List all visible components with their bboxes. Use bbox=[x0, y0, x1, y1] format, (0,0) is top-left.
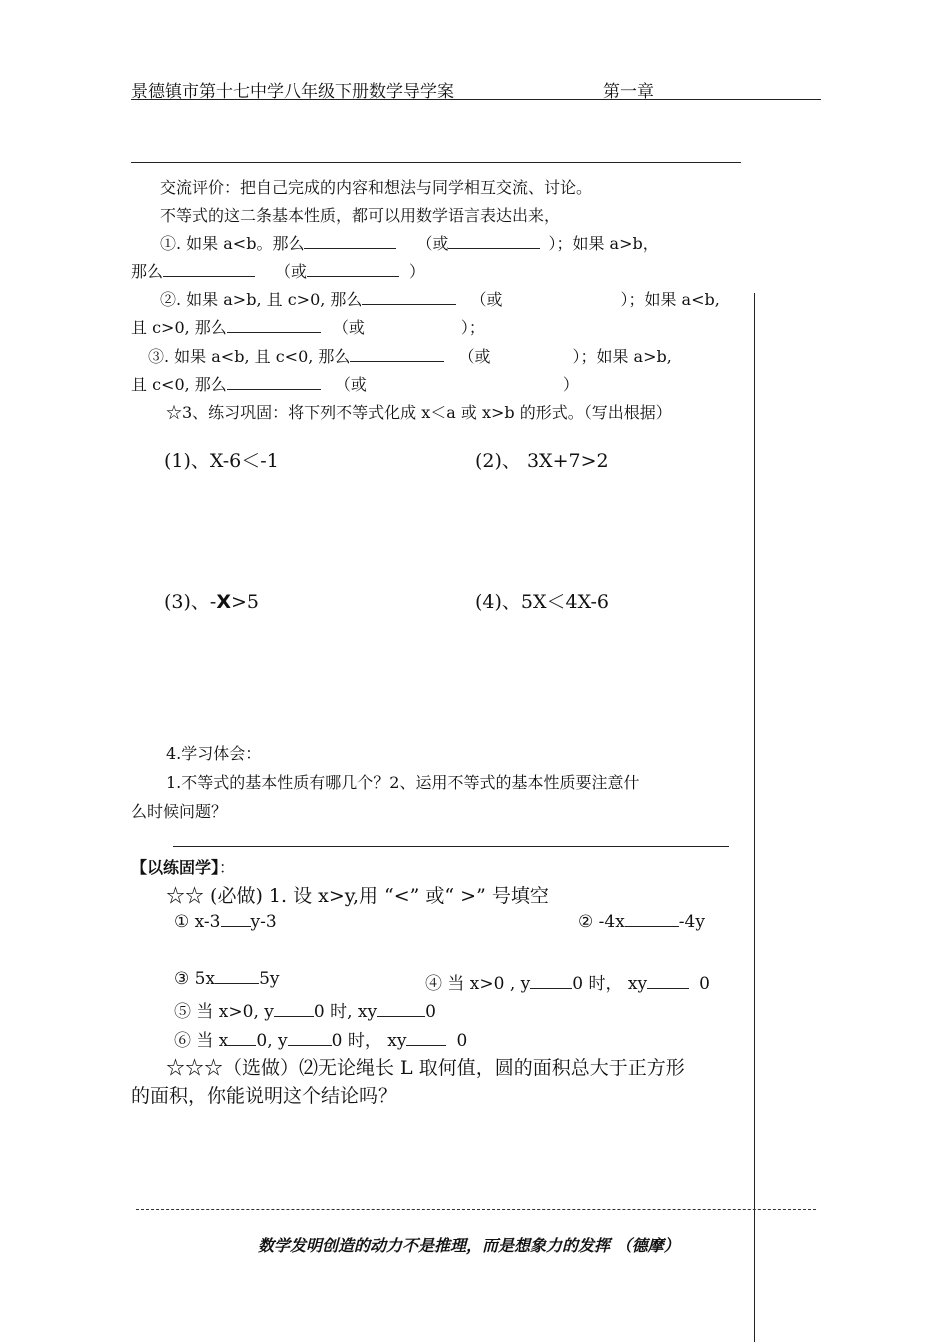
reflection-line-2: 么时候问题？ bbox=[131, 802, 228, 821]
margin-line bbox=[754, 293, 755, 1342]
fill-item-4: ④ 当 x>0 , y 0 时， xy 0 bbox=[425, 974, 710, 994]
p2-text-e: （或 bbox=[332, 318, 365, 337]
exchange-intro: 交流评价：把自己完成的内容和想法与同学相互交流、讨论。 bbox=[160, 178, 593, 197]
header-chapter: 第一章 bbox=[603, 82, 654, 102]
p1-text-a: ①. 如果 a<b。那么 bbox=[160, 234, 305, 253]
exchange-desc: 不等式的这二条基本性质，都可以用数学语言表达出来， bbox=[160, 206, 561, 225]
p2-text-d: 且 c>0, 那么 bbox=[131, 318, 227, 337]
section-divider-top bbox=[131, 162, 741, 163]
p2-text-a: ②. 如果 a>b, 且 c>0, 那么 bbox=[160, 290, 363, 309]
answer-blank[interactable] bbox=[647, 974, 689, 989]
answer-blank[interactable] bbox=[362, 290, 456, 305]
consolidate-task-2-line-2: 的面积，你能说明这个结论吗？ bbox=[131, 1085, 398, 1107]
answer-blank[interactable] bbox=[448, 234, 540, 249]
answer-blank[interactable] bbox=[307, 262, 399, 277]
p2-text-f: ）； bbox=[460, 318, 485, 337]
practice-q2: (2)、 3X+7>2 bbox=[475, 450, 609, 472]
property-3-line-2 bbox=[131, 372, 579, 395]
p3-text-d: 且 c<0, 那么 bbox=[131, 375, 227, 394]
p3-text-e: （或 bbox=[334, 375, 367, 394]
reflection-answer-line[interactable] bbox=[173, 846, 729, 847]
answer-blank[interactable] bbox=[228, 1031, 256, 1046]
p3-text-a: ③. 如果 a<b, 且 c<0, 那么 bbox=[148, 347, 351, 366]
fill-item-6: ⑥ 当 x 0, y 0 时， xy 0 bbox=[174, 1031, 468, 1051]
property-3-line-1 bbox=[148, 344, 672, 367]
fill-item-5: ⑤ 当 x>0, y 0 时, xy 0 bbox=[174, 1002, 436, 1022]
p2-text-c: ）；如果 a<b, bbox=[620, 290, 720, 309]
consolidate-task-2-line-1: ☆☆☆（选做）⑵无论绳长 L 取何值，圆的面积总大于正方形 bbox=[166, 1057, 685, 1079]
p3-text-b: （或 bbox=[458, 347, 491, 366]
answer-blank[interactable] bbox=[215, 969, 259, 984]
property-1-line-1 bbox=[160, 231, 659, 254]
practice-title: ☆3、练习巩固：将下列不等式化成 x＜a 或 x>b 的形式。（写出根据） bbox=[166, 403, 672, 422]
answer-blank[interactable] bbox=[163, 262, 255, 277]
p3-text-f: ） bbox=[562, 375, 579, 394]
footer-rule bbox=[136, 1209, 816, 1210]
consolidate-title: 【以练固学】： bbox=[131, 858, 236, 877]
p3-text-c: ）；如果 a>b, bbox=[572, 347, 672, 366]
practice-q3: (3)、-X>5 bbox=[164, 591, 260, 613]
reflection-title: 4.学习体会： bbox=[166, 744, 262, 763]
fill-item-1: ① x-3 y-3 bbox=[174, 912, 277, 932]
p1-text-b: （或 bbox=[416, 234, 449, 253]
property-1-line-2 bbox=[131, 259, 425, 282]
header-title: 景德镇市第十七中学八年级下册数学导学案 bbox=[131, 82, 454, 102]
property-2-line-1 bbox=[160, 287, 720, 310]
practice-q1: (1)、X-6＜-1 bbox=[164, 450, 279, 472]
footer-quote: 数学发明创造的动力不是推理，而是想象力的发挥 （德摩） bbox=[258, 1236, 680, 1255]
answer-blank[interactable] bbox=[274, 1002, 314, 1017]
header-rule bbox=[131, 99, 821, 100]
answer-blank[interactable] bbox=[227, 318, 321, 333]
fill-item-2: ② -4x -4y bbox=[578, 912, 705, 932]
answer-blank[interactable] bbox=[304, 234, 396, 249]
answer-blank[interactable] bbox=[530, 974, 572, 989]
answer-blank[interactable] bbox=[288, 1031, 332, 1046]
p1-text-e: （或 bbox=[275, 262, 308, 281]
property-2-line-2 bbox=[131, 315, 485, 338]
practice-q4: (4)、5X＜4X-6 bbox=[475, 591, 609, 613]
p1-text-d: 那么 bbox=[131, 262, 164, 281]
fill-item-3: ③ 5x 5y bbox=[174, 969, 280, 989]
answer-blank[interactable] bbox=[221, 912, 251, 927]
answer-blank[interactable] bbox=[377, 1002, 425, 1017]
p1-text-f: ） bbox=[409, 262, 426, 281]
answer-blank[interactable] bbox=[625, 912, 679, 927]
p2-text-b: （或 bbox=[470, 290, 503, 309]
p1-text-c: ）；如果 a>b， bbox=[548, 234, 659, 253]
reflection-line-1: 1.不等式的基本性质有哪几个？2、运用不等式的基本性质要注意什 bbox=[166, 773, 640, 792]
consolidate-task-1: ☆☆ (必做) 1. 设 x>y,用 “<” 或“ >” 号填空 bbox=[166, 885, 549, 907]
answer-blank[interactable] bbox=[227, 375, 321, 390]
answer-blank[interactable] bbox=[350, 347, 444, 362]
answer-blank[interactable] bbox=[406, 1031, 446, 1046]
